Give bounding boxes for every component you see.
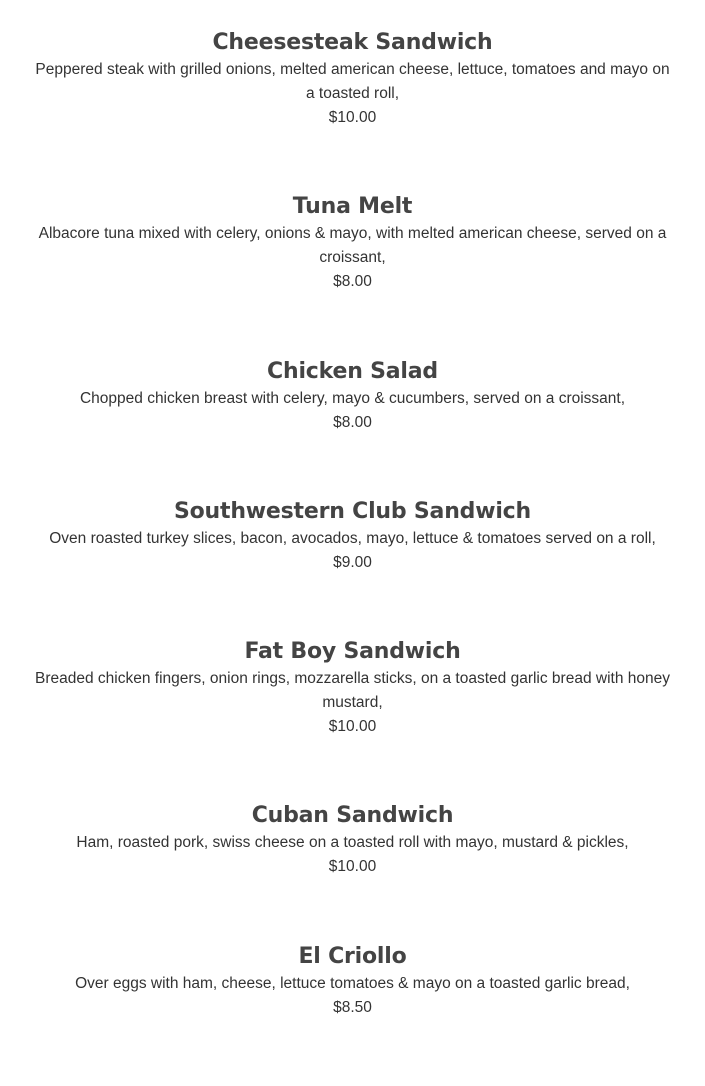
menu-item-cheesesteak-sandwich — [32, 28, 673, 129]
menu-item-description: Oven roasted turkey slices, bacon, avocados, mayo, lettuce & tomatoes served on a roll, — [49, 530, 656, 547]
menu-item-description: Ham, roasted pork, swiss cheese on a toasted roll with mayo, mustard & pickles, — [76, 834, 629, 851]
menu-item-name: El Criollo — [298, 944, 407, 969]
menu-item-description: Over eggs with ham, cheese, lettuce tomatoes & mayo on a toasted garlic bread, — [75, 975, 630, 992]
menu-item-name: Cheesesteak Sandwich — [212, 30, 493, 55]
menu-item-description: Peppered steak with grilled onions, melted american cheese, lettuce, tomatoes and mayo on a toasted roll, — [35, 61, 670, 102]
menu-item-description: Breaded chicken fingers, onion rings, mozzarella sticks, on a toasted garlic bread with honey mustard, — [35, 670, 670, 711]
menu-item-price: $8.00 — [333, 273, 372, 290]
menu-item-price: $8.00 — [333, 414, 372, 431]
menu-item-price: $10.00 — [328, 858, 377, 875]
menu-item-price: $10.00 — [328, 718, 377, 735]
menu-item-el-criollo — [32, 942, 673, 1019]
menu-item-chicken-salad — [32, 357, 673, 434]
menu-item-name: Southwestern Club Sandwich — [174, 499, 531, 524]
menu-item-price: $10.00 — [328, 109, 377, 126]
menu-item-tuna-melt — [32, 192, 673, 293]
menu-item-name: Chicken Salad — [267, 359, 438, 384]
menu-item-name: Fat Boy Sandwich — [244, 639, 461, 664]
menu-item-description: Albacore tuna mixed with celery, onions & mayo, with melted american cheese, served on a croissant, — [38, 225, 667, 266]
menu-item-fat-boy-sandwich — [32, 637, 673, 738]
menu-item-name: Cuban Sandwich — [251, 803, 454, 828]
menu-item-name: Tuna Melt — [292, 194, 413, 219]
menu-item-description: Chopped chicken breast with celery, mayo & cucumbers, served on a croissant, — [79, 390, 626, 407]
menu-item-price: $8.50 — [333, 999, 372, 1016]
menu-item-southwestern-club-sandwich — [32, 497, 673, 574]
menu-item-price: $9.00 — [333, 554, 372, 571]
menu-item-cuban-sandwich — [32, 801, 673, 878]
